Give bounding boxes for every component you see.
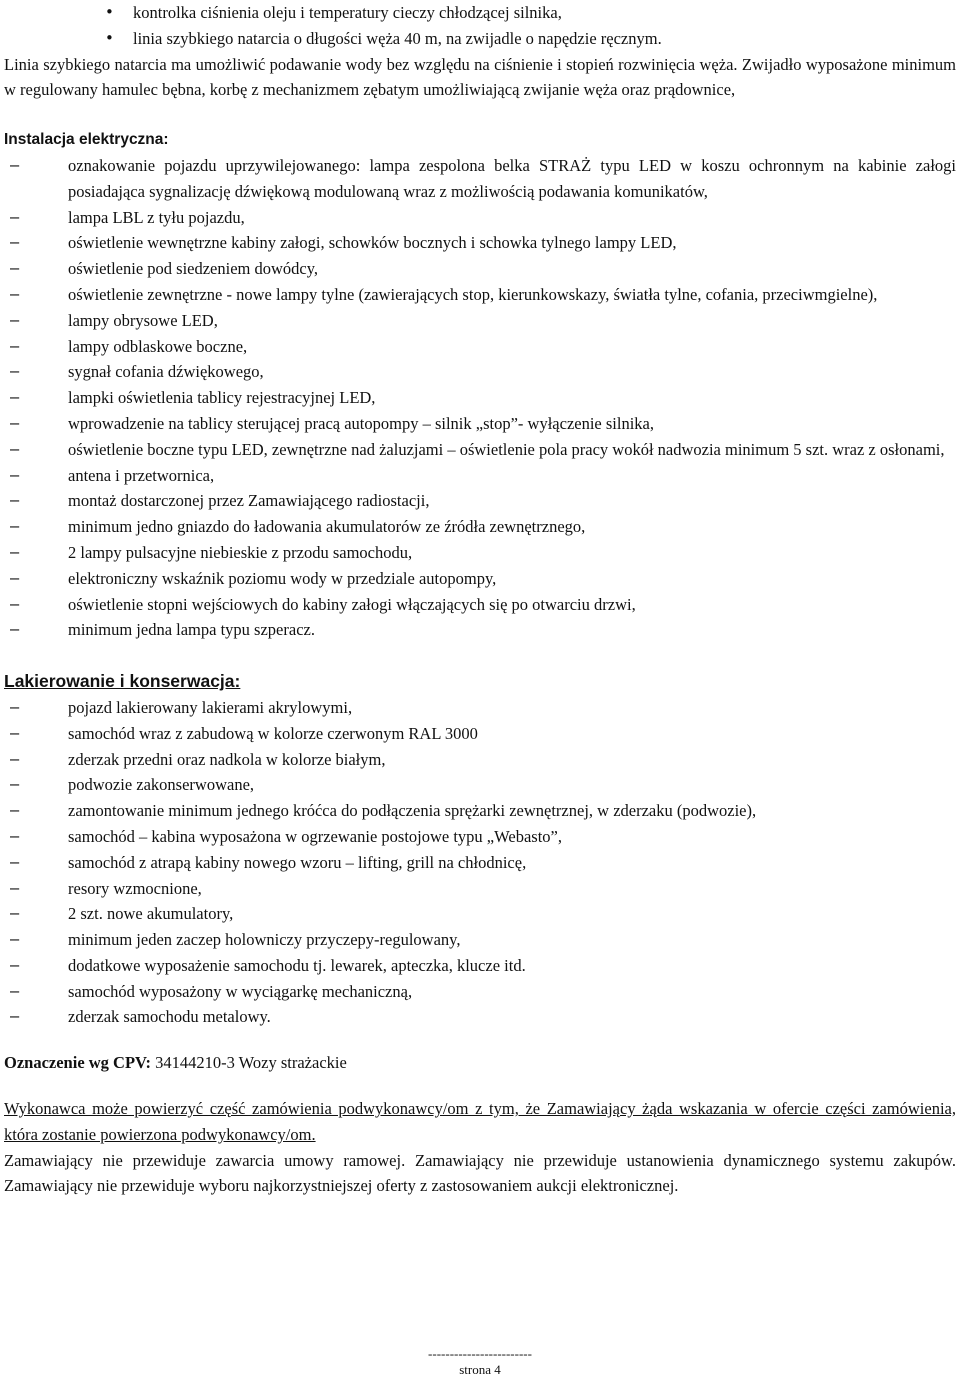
- bullet-item: • linia szybkiego natarcia o długości węża 40 m, na zwijadle o napędzie ręcznym.: [4, 26, 956, 52]
- document-page: [4, 0, 956, 1199]
- list-item: – samochód – kabina wyposażona w ogrzewanie postojowe typu „Webasto”,: [4, 824, 956, 850]
- list-item: – minimum jedno gniazdo do ładowania akumulatorów ze źródła zewnętrznego,: [4, 514, 956, 540]
- list-item: – oświetlenie pod siedzeniem dowódcy,: [4, 256, 956, 282]
- cpv-value: 34144210-3 Wozy strażackie: [150, 1053, 347, 1073]
- list-item: – podwozie zakonserwowane,: [4, 772, 956, 798]
- electrical-list: [4, 153, 956, 643]
- list-item: – antena i przetwornica,: [4, 463, 956, 489]
- framework-paragraph: Zamawiający nie przewiduje zawarcia umowy ramowej. Zamawiający nie przewiduje ustanowienia dynamicznego systemu zakupów. Zamawiający nie przewiduje wyboru najkorzystniejszej oferty z zastosowaniem aukcji elektronicznej.: [4, 1150, 956, 1196]
- paint-heading: Lakierowanie i konserwacja:: [4, 671, 241, 692]
- list-item: – samochód z atrapą kabiny nowego wzoru – lifting, grill na chłodnicę,: [4, 850, 956, 876]
- footer-rule: ------------------------: [428, 1346, 532, 1361]
- bullet-list: [4, 0, 956, 52]
- list-item: – zderzak samochodu metalowy.: [4, 1004, 956, 1030]
- intro-paragraph: Linia szybkiego natarcia ma umożliwić podawanie wody bez względu na ciśnienie i stopień rozwinięcia węża. Zwijadło wyposażone minimum w regulowany hamulec bębna, korbę z mechanizmem zębatym umożliwiającą zwijanie węża oraz prądownice,: [4, 54, 956, 100]
- list-item: – montaż dostarczonej przez Zamawiającego radiostacji,: [4, 488, 956, 514]
- list-item: – pojazd lakierowany lakierami akrylowymi,: [4, 695, 956, 721]
- list-item: – wprowadzenie na tablicy sterującej pracą autopompy – silnik „stop”- wyłączenie silnika,: [4, 411, 956, 437]
- list-item: – lampy obrysowe LED,: [4, 308, 956, 334]
- list-item: – oświetlenie zewnętrzne - nowe lampy tylne (zawierających stop, kierunkowskazy, światła tylne, cofania, przeciwmgielne),: [4, 282, 956, 308]
- page-footer: [0, 1346, 960, 1378]
- subcontract-paragraph: Wykonawca może powierzyć część zamówienia podwykonawcy/om z tym, że Zamawiający żąda wskazania w ofercie części zamówienia, która zostanie powierzona podwykonawcy/om.: [4, 1099, 956, 1144]
- list-item: – oznakowanie pojazdu uprzywilejowanego: lampa zespolona belka STRAŻ typu LED w koszu ochronnym na kabinie załogi posiadająca sygnalizację dźwiękową modulowaną wraz z możliwością podawania komunikatów,: [4, 153, 956, 205]
- list-item: – 2 lampy pulsacyjne niebieskie z przodu samochodu,: [4, 540, 956, 566]
- list-item: – dodatkowe wyposażenie samochodu tj. lewarek, apteczka, klucze itd.: [4, 953, 956, 979]
- electrical-heading: Instalacja elektryczna:: [4, 131, 169, 149]
- list-item: – samochód wyposażony w wyciągarkę mechaniczną,: [4, 979, 956, 1005]
- list-item: – sygnał cofania dźwiękowego,: [4, 359, 956, 385]
- list-item: – lampa LBL z tyłu pojazdu,: [4, 205, 956, 231]
- paint-list: [4, 695, 956, 1030]
- list-item: – minimum jeden zaczep holowniczy przyczepy-regulowany,: [4, 927, 956, 953]
- list-item: – elektroniczny wskaźnik poziomu wody w przedziale autopompy,: [4, 566, 956, 592]
- list-item: – oświetlenie boczne typu LED, zewnętrzne nad żaluzjami – oświetlenie pola pracy wokół nadwozia minimum 5 szt. wraz z osłonami,: [4, 437, 956, 463]
- list-item: – lampki oświetlenia tablicy rejestracyjnej LED,: [4, 385, 956, 411]
- page-number: strona 4: [459, 1362, 501, 1377]
- list-item: – minimum jedna lampa typu szperacz.: [4, 617, 956, 643]
- list-item: – lampy odblaskowe boczne,: [4, 334, 956, 360]
- cpv-line: [4, 1050, 956, 1076]
- list-item: – 2 szt. nowe akumulatory,: [4, 901, 956, 927]
- bullet-item: • kontrolka ciśnienia oleju i temperatury cieczy chłodzącej silnika,: [4, 0, 956, 26]
- list-item: – oświetlenie wewnętrzne kabiny załogi, schowków bocznych i schowka tylnego lampy LED,: [4, 230, 956, 256]
- cpv-label: Oznaczenie wg CPV:: [4, 1053, 151, 1073]
- list-item: – resory wzmocnione,: [4, 876, 956, 902]
- list-item: – zderzak przedni oraz nadkola w kolorze białym,: [4, 747, 956, 773]
- list-item: – zamontowanie minimum jednego króćca do podłączenia sprężarki zewnętrznej, w zderzaku (podwozie),: [4, 798, 956, 824]
- list-item: – oświetlenie stopni wejściowych do kabiny załogi włączających się po otwarciu drzwi,: [4, 592, 956, 618]
- list-item: – samochód wraz z zabudową w kolorze czerwonym RAL 3000: [4, 721, 956, 747]
